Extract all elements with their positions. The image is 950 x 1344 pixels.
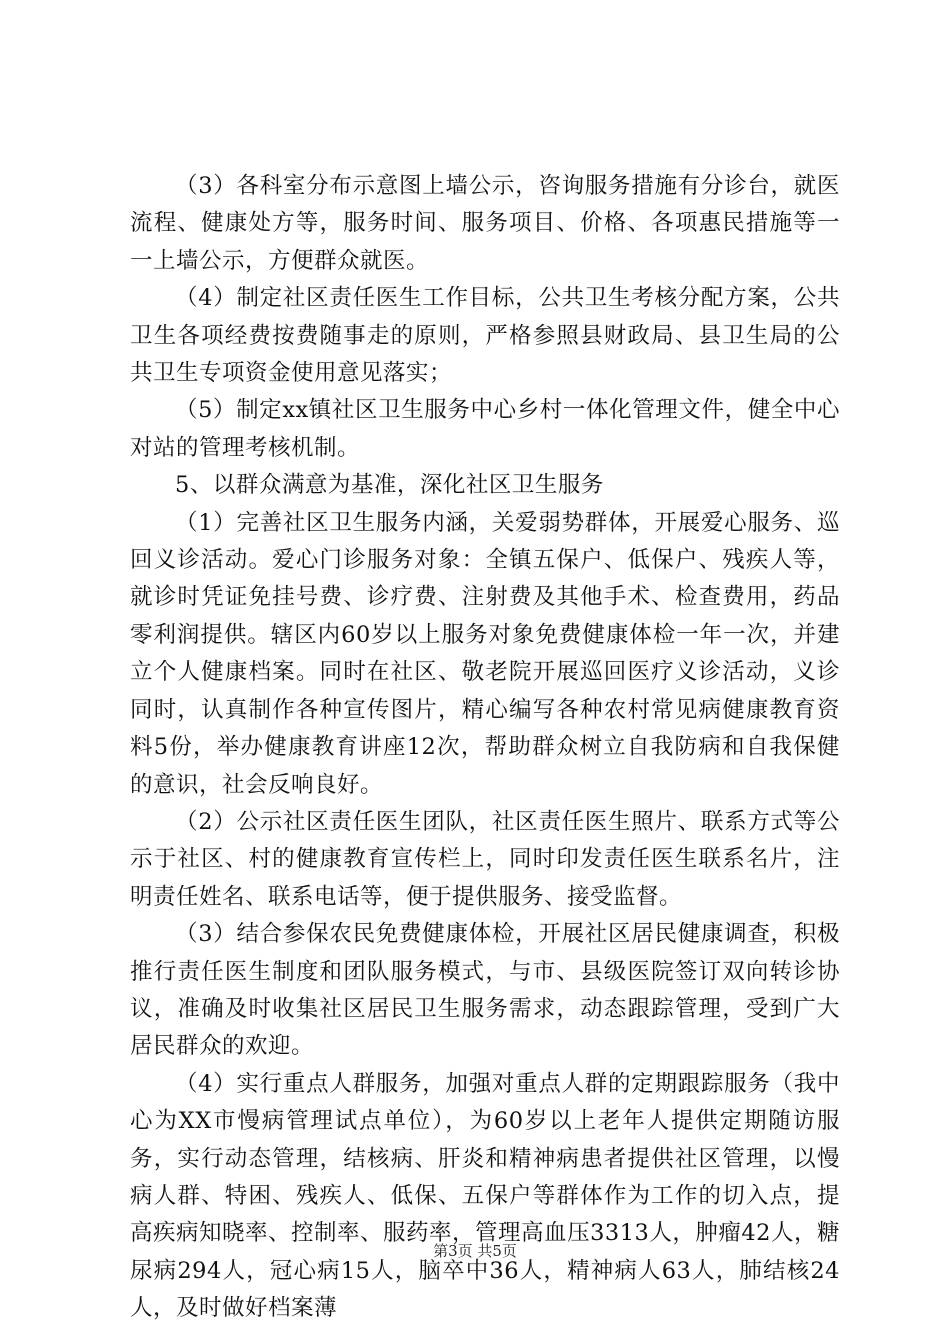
- page-footer: 第3页 共5页: [433, 1242, 517, 1260]
- paragraph-6: （2）公示社区责任医生团队，社区责任医生照片、联系方式等公示于社区、村的健康教育宣传栏上，同时印发责任医生联系名片，注明责任姓名、联系电话等，便于提供服务、接受监督。: [130, 808, 840, 910]
- section-heading: 5、以群众满意为基准，深化社区卫生服务: [175, 472, 604, 499]
- paragraph-3: （5）制定xx镇社区卫生服务中心乡村一体化管理文件，健全中心对站的管理考核机制。: [130, 397, 840, 461]
- paragraph-7: （3）结合参保农民免费健康体检，开展社区居民健康调查，积极推行责任医生制度和团队服务模式，与市、县级医院签订双向转诊协议，准确及时收集社区居民卫生服务需求，动态跟踪管理，受到广大居民群众的欢迎。: [130, 921, 840, 1060]
- paragraph-5: （1）完善社区卫生服务内涵，关爱弱势群体，开展爱心服务、巡回义诊活动。爱心门诊服务对象：全镇五保户、低保户、残疾人等，就诊时凭证免挂号费、诊疗费、注射费及其他手术、检查费用，药品零利润提供。辖区内60岁以上服务对象免费健康体检一年一次，并建立个人健康档案。同时在社区、敬老院开展巡回医疗义诊活动，义诊同时，认真制作各种宣传图片，精心编写各种农村常见病健康教育资料5份，举办健康教育讲座12次，帮助群众树立自我防病和自我保健的意识，社会反响良好。: [130, 509, 840, 798]
- document-body: [130, 168, 840, 1328]
- paragraph-1: （3）各科室分布示意图上墙公示，咨询服务措施有分诊台，就医流程、健康处方等，服务时间、服务项目、价格、各项惠民措施等一一上墙公示，方便群众就医。: [130, 173, 840, 274]
- paragraph-2: （4）制定社区责任医生工作目标，公共卫生考核分配方案，公共卫生各项经费按费随事走的原则，严格参照县财政局、县卫生局的公共卫生专项资金使用意见落实；: [130, 285, 840, 387]
- paragraph-8: （4）实行重点人群服务，加强对重点人群的定期跟踪服务（我中心为XX市慢病管理试点单位），为60岁以上老年人提供定期随访服务，实行动态管理，结核病、肝炎和精神病患者提供社区管理，以慢病人群、特困、残疾人、低保、五保户等群体作为工作的切入点，提高疾病知晓率、控制率、服药率，管理高血压3313人，肿瘤42人，糖尿病294人，冠心病15人，脑卒中36人，精神病人63人，肺结核24人，及时做好档案薄: [130, 1070, 840, 1322]
